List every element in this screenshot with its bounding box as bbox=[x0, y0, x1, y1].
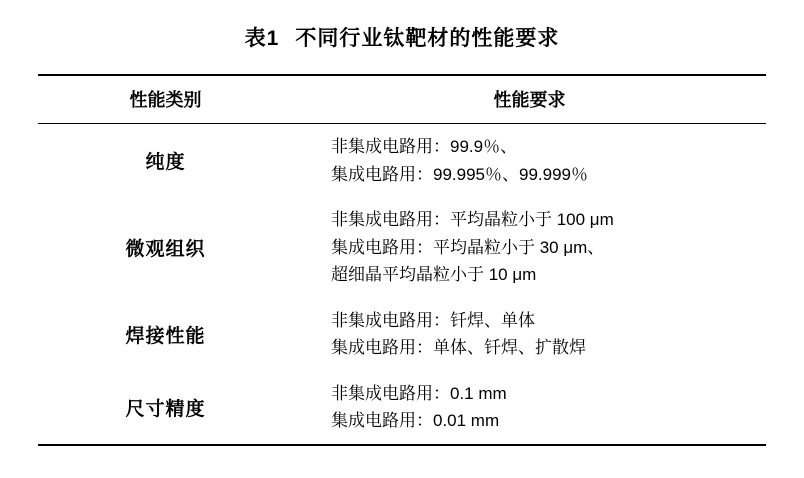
cell-requirement bbox=[293, 298, 766, 371]
requirement-line: 非集成电路用：钎焊、单体 bbox=[331, 310, 535, 330]
column-header-category: 性能类别 bbox=[129, 90, 202, 110]
requirement-line: 非集成电路用：0.1 mm bbox=[331, 383, 507, 403]
table-number: 表1 bbox=[244, 27, 280, 50]
requirement-line: 非集成电路用：99.9％、 bbox=[331, 137, 518, 156]
column-header-requirement: 性能要求 bbox=[493, 90, 566, 110]
table-caption bbox=[0, 0, 804, 74]
requirement-line: 集成电路用：平均晶粒小于 30 μm、 bbox=[331, 237, 605, 257]
table-row bbox=[38, 371, 766, 445]
requirement-line: 集成电路用：99.995％、99.999％ bbox=[331, 164, 588, 184]
table-row bbox=[38, 124, 766, 198]
cell-requirement bbox=[293, 124, 766, 198]
table-header-row bbox=[38, 75, 766, 124]
table-title: 不同行业钛靶材的性能要求 bbox=[295, 27, 560, 50]
requirement-line: 超细晶平均晶粒小于 10 μm bbox=[331, 265, 537, 285]
cell-category: 纯度 bbox=[145, 152, 186, 174]
performance-requirements-table bbox=[38, 74, 766, 446]
cell-category: 焊接性能 bbox=[125, 325, 206, 347]
cell-requirement bbox=[293, 197, 766, 298]
cell-category: 微观组织 bbox=[125, 238, 206, 260]
requirement-line: 非集成电路用：平均晶粒小于 100 μm bbox=[331, 210, 614, 230]
table-row bbox=[38, 197, 766, 298]
cell-category: 尺寸精度 bbox=[125, 398, 206, 420]
requirement-line: 集成电路用：0.01 mm bbox=[331, 411, 500, 431]
cell-requirement bbox=[293, 371, 766, 445]
table-row bbox=[38, 298, 766, 371]
requirement-line: 集成电路用：单体、钎焊、扩散焊 bbox=[331, 338, 586, 358]
